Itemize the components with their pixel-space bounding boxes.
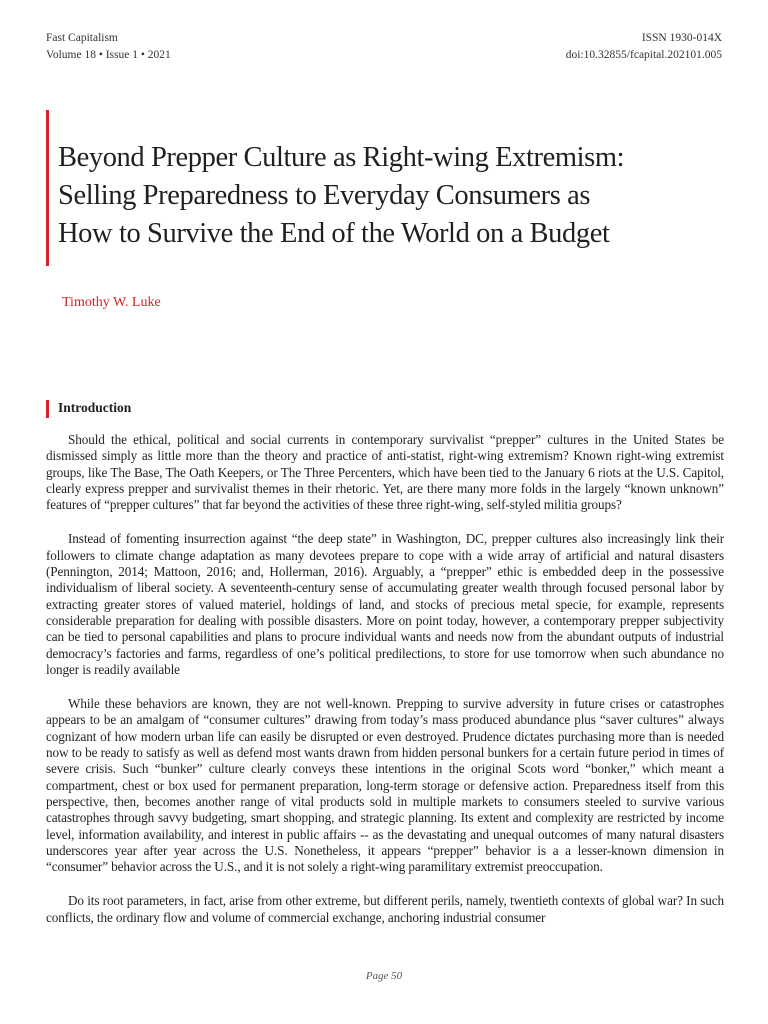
body-paragraph: Do its root parameters, in fact, arise from other extreme, but different perils, namely, twentieth contexts of global war? In such conflicts, the ordinary flow and volume of commercial exchange, anchoring industrial consumer — [46, 893, 724, 925]
title-line: How to Survive the End of the World on a Budget — [58, 218, 610, 249]
body-paragraph: Should the ethical, political and social currents in contemporary survivalist “prepper” cultures in the United States be dismissed simply as little more than the theory and practice of anti-statist, right-wing extremism? Known right-wing extremist groups, like The Base, The Oath Keepers, or The Three Percenters, which have been tied to the January 6 riots at the U.S. Capitol, clearly express prepper and survivalist themes in their rhetoric. Yet, are there many more folds in the largely “known unknown” features of “prepper cultures” that far beyond the activities of these three right-wing, self-styled militia groups? — [46, 432, 724, 513]
title-line: Beyond Prepper Culture as Right-wing Extremism: — [58, 142, 625, 173]
journal-name: Fast Capitalism — [46, 32, 118, 44]
body-paragraph: Instead of fomenting insurrection against “the deep state” in Washington, DC, prepper cultures also increasingly link their followers to climate change adaptation as many devotees prepare to cope with a wide array of artificial and natural disasters (Pennington, 2014; Mattoon, 2016; and, Hollerman, 2016). Arguably, a “prepper” ethic is embedded deep in the possessive individualism of liberal society. A seventeenth-century sense of accumulating greater wealth through focused personal labor by extracting greater stores of valued materiel, holdings of land, and stocks of precious metal specie, for example, represents considerable preparation for dealing with possible disasters. More on point today, however, a contemporary prepper subjectivity can be tied to personal capabilities and plans to procure individual wants and needs now from the abundant outputs of industrial democracy’s factories and farms, regardless of one’s political predilections, to store for use tomorrow when such abundance no longer is readily available — [46, 531, 724, 677]
body-paragraph: While these behaviors are known, they are not well-known. Prepping to survive adversity in future crises or catastrophes appears to be an amalgam of “consumer cultures” drawing from today’s mass produced abundance plus “saver cultures” always cognizant of how modern urban life can easily be disrupted or even destroyed. Prudence dictates purchasing more than is needed now to be ready to satisfy as well as defend most wants drawn from hidden personal bunkers for a certain future period in times of severe crisis. Such “bunker” culture clearly conveys these intentions in the original Scots word “bonker,” which meant a compartment, chest or box used for permanent preparation, long-term storage or defensive action. Preparedness itself from this perspective, then, becomes another range of vital products sold in multiple markets to consumers steeled to survive various catastrophes through savvy budgeting, smart shopping, and strategic planning. Its extent and complexity are restricted by income level, information availability, and interest in public affairs -- as the devastating and unequal outcomes of many natural disasters underscores year after year across the U.S. Nonetheless, it appears “prepper” behavior is a a lesser-known dimension in “consumer” behavior across the U.S., and it is not solely a right-wing paramilitary extremist preoccupation. — [46, 696, 724, 875]
doi: doi:10.32855/fcapital.202101.005 — [565, 49, 722, 61]
section-title: Introduction — [58, 400, 132, 415]
page-number: Page 50 — [365, 970, 403, 982]
title-accent-bar — [46, 110, 49, 266]
section-accent-bar — [46, 400, 49, 418]
running-head-left — [46, 30, 171, 64]
title-line: Selling Preparedness to Everyday Consumers as — [58, 180, 591, 211]
volume-issue-year: Volume 18 • Issue 1 • 2021 — [46, 49, 171, 61]
article-body — [46, 432, 724, 944]
title-block — [46, 110, 726, 266]
running-head-right — [566, 30, 722, 64]
author-name: Timothy W. Luke — [62, 295, 161, 310]
article-title — [58, 139, 624, 253]
issn: ISSN 1930-014X — [641, 32, 722, 44]
